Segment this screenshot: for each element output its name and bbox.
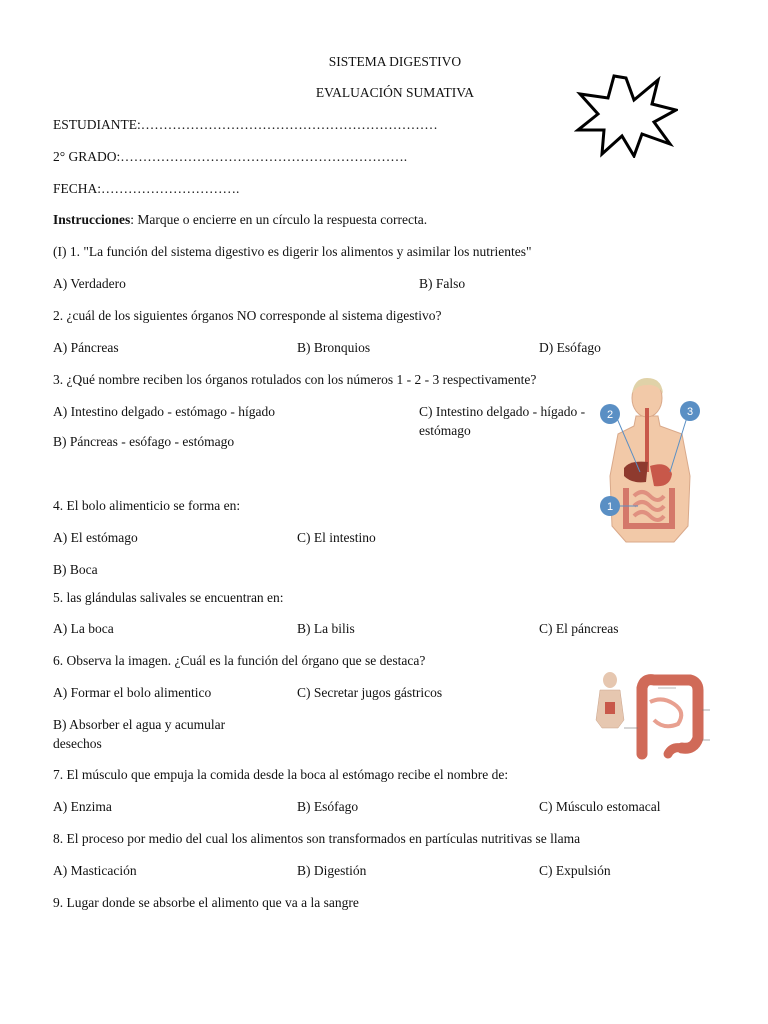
q8-option-c[interactable]: C) Expulsión: [539, 863, 611, 878]
student-field[interactable]: ESTUDIANTE:…………………………………………………………: [53, 117, 438, 132]
q1-option-a[interactable]: A) Verdadero: [53, 276, 126, 291]
star-burst-icon: [574, 72, 678, 158]
q6-option-a[interactable]: A) Formar el bolo alimentico: [53, 685, 212, 700]
instructions-text: : Marque o encierre en un círculo la respuesta correcta.: [130, 212, 428, 227]
q6-option-b[interactable]: B) Absorber el agua y acumular: [53, 717, 226, 732]
q7-option-a[interactable]: A) Enzima: [53, 799, 112, 814]
question-9: 9. Lugar donde se absorbe el alimento que va a la sangre: [53, 895, 359, 910]
question-3: 3. ¿Qué nombre reciben los órganos rotulados con los números 1 - 2 - 3 respectivamente?: [53, 372, 537, 387]
q8-option-a[interactable]: A) Masticación: [53, 863, 137, 878]
q3-option-c[interactable]: C) Intestino delgado - hígado -: [419, 404, 586, 419]
large-intestine-figure: [594, 668, 714, 764]
q2-option-b[interactable]: B) Bronquios: [297, 340, 371, 355]
q3-option-b[interactable]: B) Páncreas - esófago - estómago: [53, 434, 235, 449]
question-5: 5. las glándulas salivales se encuentran en:: [53, 590, 284, 605]
question-7: 7. El músculo que empuja la comida desde la boca al estómago recibe el nombre de:: [53, 767, 509, 782]
instructions-label: Instrucciones: [53, 212, 131, 227]
q5-option-b[interactable]: B) La bilis: [297, 621, 355, 636]
q6-option-c[interactable]: C) Secretar jugos gástricos: [297, 685, 443, 700]
figure-label-1: 1: [606, 501, 614, 513]
q8-option-b[interactable]: B) Digestión: [297, 863, 367, 878]
q5-option-a[interactable]: A) La boca: [53, 621, 114, 636]
q4-option-b[interactable]: B) Boca: [53, 562, 98, 577]
question-2: 2. ¿cuál de los siguientes órganos NO corresponde al sistema digestivo?: [53, 308, 442, 323]
q3-option-a[interactable]: A) Intestino delgado - estómago - hígado: [53, 404, 275, 419]
figure-label-3: 3: [686, 406, 694, 418]
q1-option-b[interactable]: B) Falso: [419, 276, 466, 291]
q7-option-b[interactable]: B) Esófago: [297, 799, 359, 814]
q2-option-d[interactable]: D) Esófago: [539, 340, 601, 355]
q6-option-b-cont[interactable]: desechos: [53, 736, 102, 751]
question-1: (I) 1. "La función del sistema digestivo es digerir los alimentos y asimilar los nutrientes": [53, 244, 532, 259]
figure-label-2: 2: [606, 409, 614, 421]
question-8: 8. El proceso por medio del cual los alimentos son transformados en partículas nutritivas se llama: [53, 831, 581, 846]
instructions: [53, 212, 427, 228]
date-field[interactable]: FECHA:………………………….: [53, 181, 240, 196]
question-4: 4. El bolo alimenticio se forma en:: [53, 498, 241, 513]
q5-option-c[interactable]: C) El páncreas: [539, 621, 619, 636]
grade-field[interactable]: 2° GRADO:……………………………………………………….: [53, 149, 408, 164]
q3-option-c-cont[interactable]: estómago: [419, 423, 471, 438]
q4-option-c[interactable]: C) El intestino: [297, 530, 376, 545]
page-subtitle: EVALUACIÓN SUMATIVA: [315, 85, 475, 100]
q7-option-c[interactable]: C) Músculo estomacal: [539, 799, 661, 814]
question-6: 6. Observa la imagen. ¿Cuál es la función del órgano que se destaca?: [53, 653, 426, 668]
q4-option-a[interactable]: A) El estómago: [53, 530, 138, 545]
page-title: SISTEMA DIGESTIVO: [328, 54, 462, 69]
digestive-system-figure: [596, 376, 702, 544]
q2-option-a[interactable]: A) Páncreas: [53, 340, 119, 355]
